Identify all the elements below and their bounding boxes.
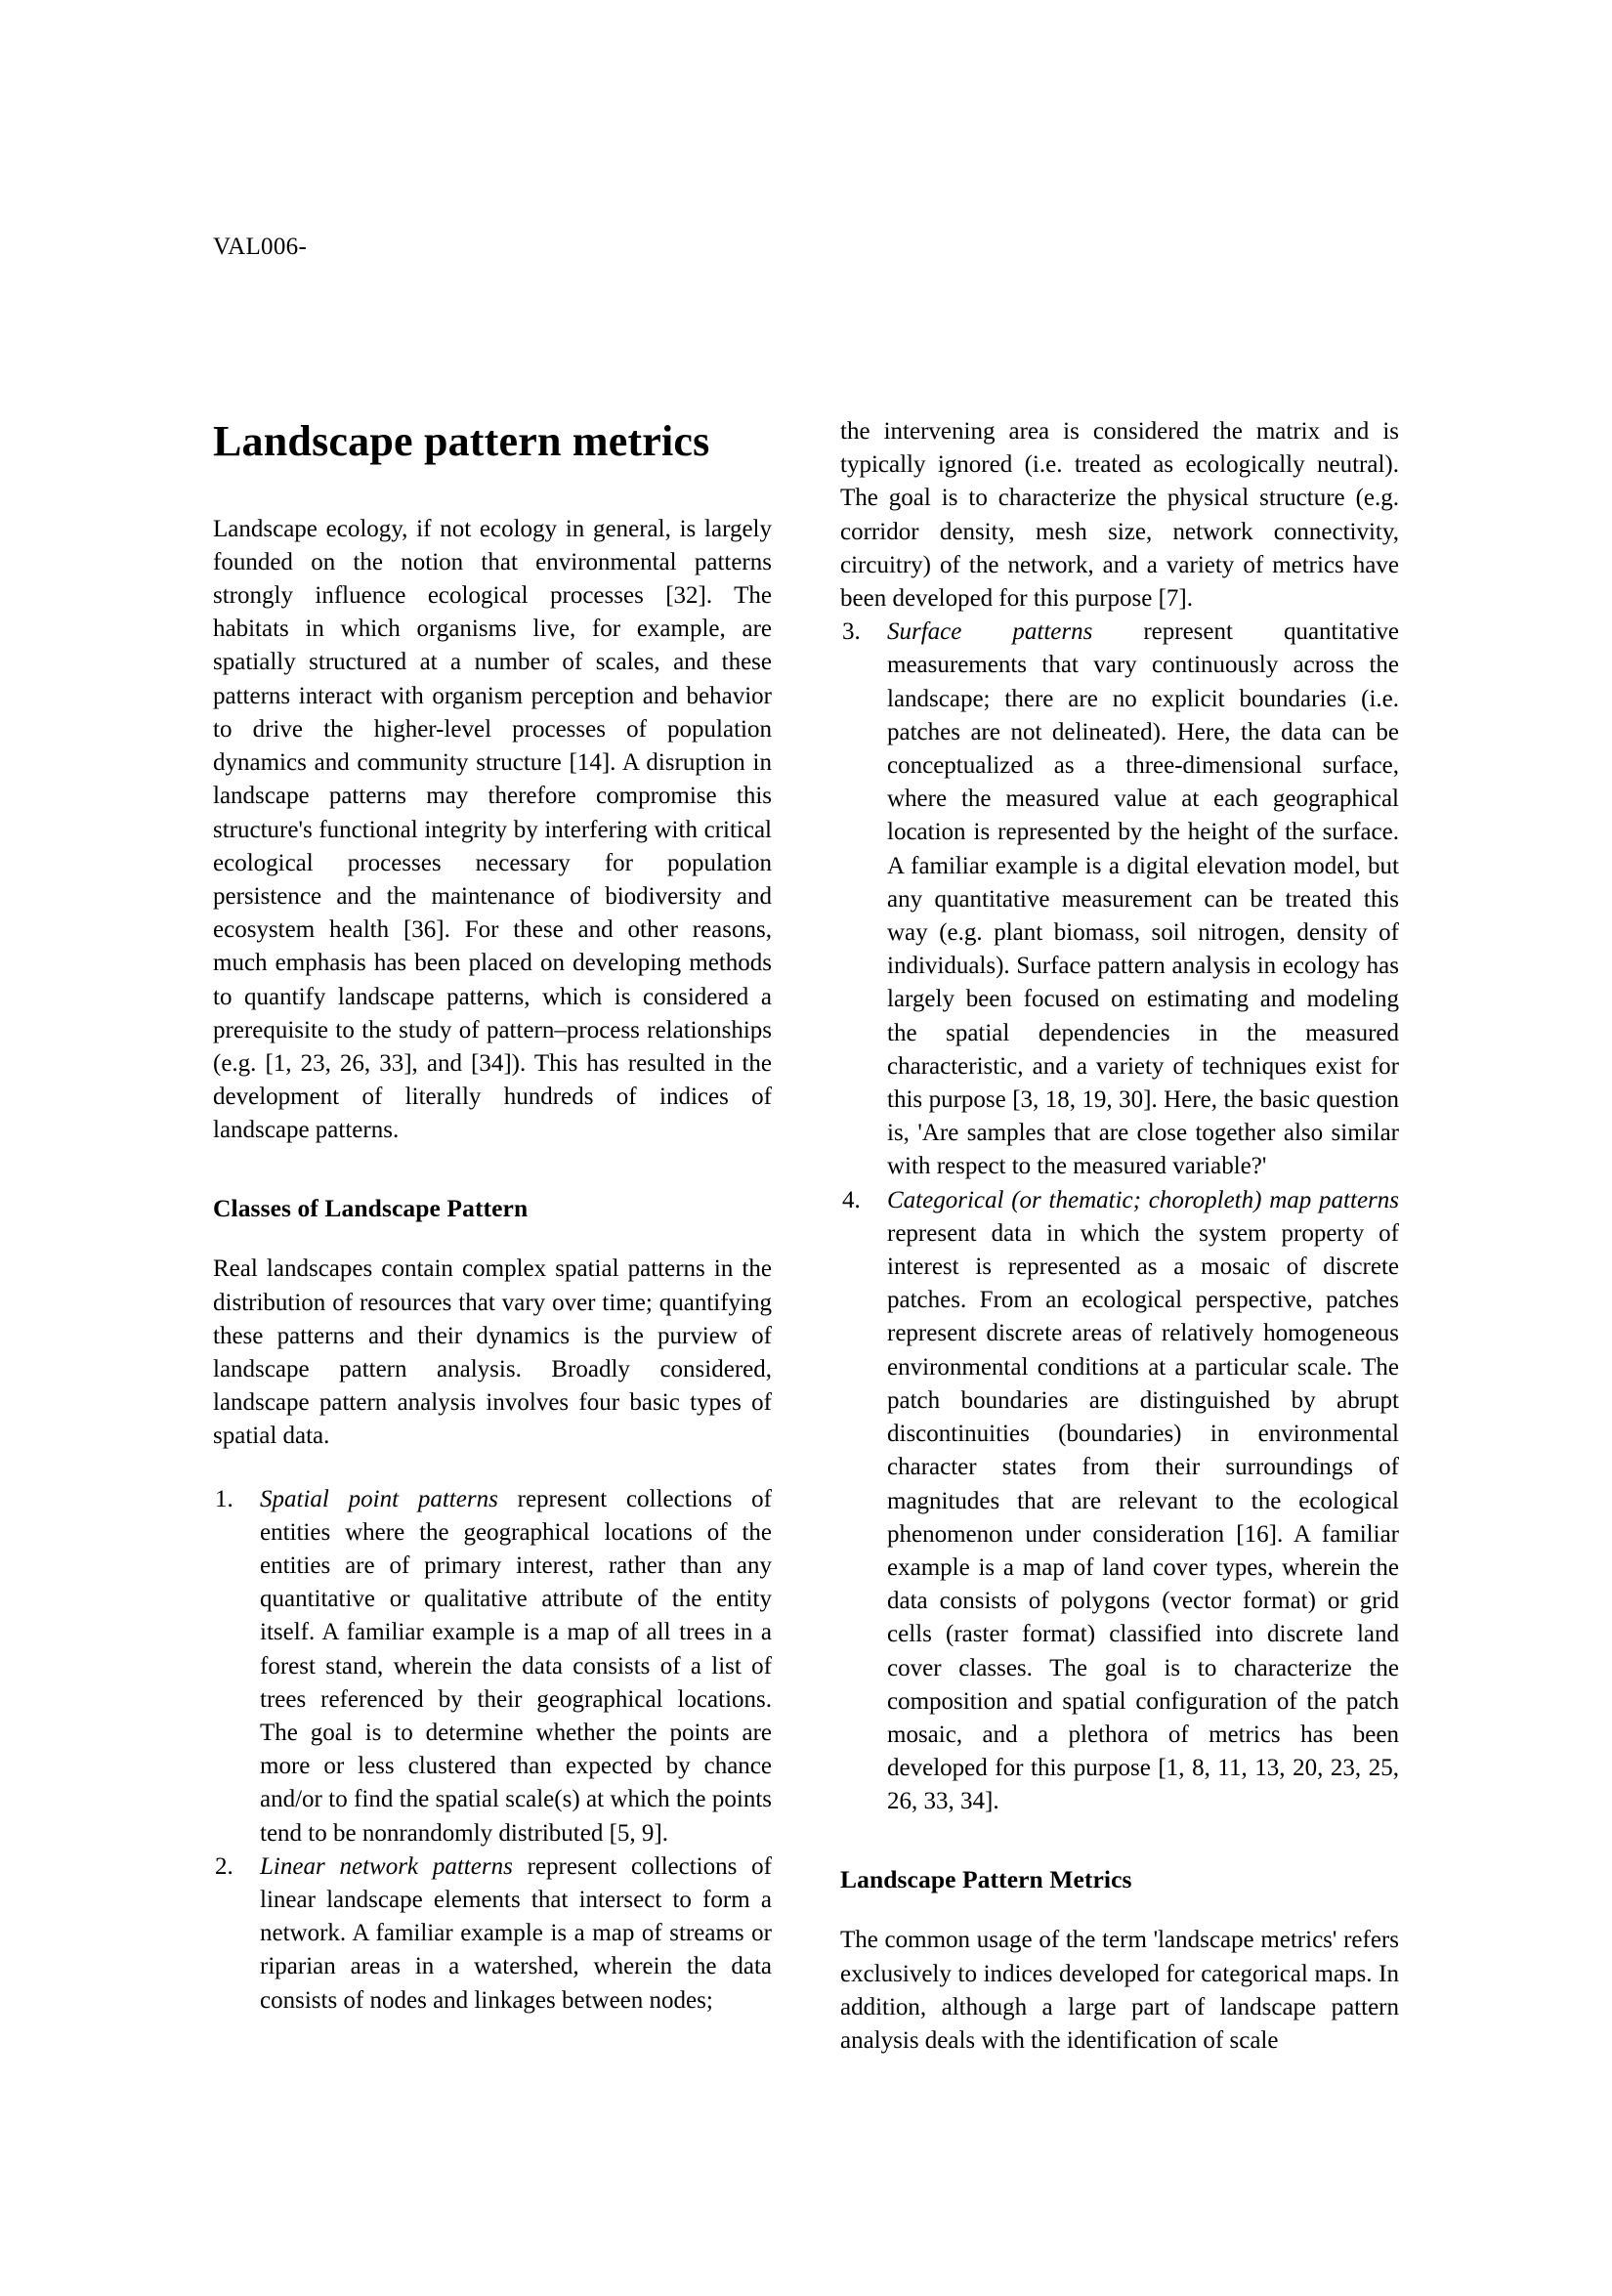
right-column	[840, 415, 1399, 2058]
two-column-body	[213, 415, 1400, 2058]
spatial-data-types-list-continued	[840, 616, 1399, 1818]
final-paragraph: The common usage of the term 'landscape metrics' refers exclusively to indices developed for categorical maps. In addition, although a large part of landscape pattern analysis deals with the identification of scale	[840, 1927, 1399, 2055]
list-item-lead: Categorical (or thematic; choropleth) map patterns	[887, 1186, 1399, 1213]
list-item	[840, 616, 1399, 1183]
paragraph-classes-intro: Real landscapes contain complex spatial patterns in the distribution of resources that vary over time; quantifying these patterns and their dynamics is the purview of landscape pattern analysis. Broadly considered, landscape pattern analysis involves four basic types of spatial data.	[213, 1255, 772, 1450]
list-item	[840, 1184, 1399, 1819]
list-item-number: 3.	[842, 618, 861, 646]
spatial-data-types-list	[213, 1483, 772, 2018]
list-item-number: 1.	[215, 1485, 233, 1512]
page-title: Landscape pattern metrics	[213, 417, 710, 465]
list-item-number: 4.	[842, 1186, 861, 1213]
list-item	[213, 1850, 772, 2018]
list-item-body: represent collections of entities where the geographical locations of the entities are of primary interest, rather than any quantitative or qualitative attribute of the entity itself. A familiar example is a map of all trees in a forest stand, wherein the data consists of a list of trees referenced by their geographical locations. The goal is to determine whether the points are more or less clustered than expected by chance and/or to find the spatial scale(s) at which the points tend to be nonrandomly distributed [5, 9].	[260, 1485, 772, 1847]
section-heading-metrics: Landscape Pattern Metrics	[840, 1864, 1132, 1893]
continuation-paragraph: the intervening area is considered the matrix and is typically ignored (i.e. treated as ecologically neutral). The goal is to characterize the physical structure (e.g. corridor density, mesh size, network connectivity, circuitry) of the network, and a variety of metrics have been developed for this purpose [7].	[840, 418, 1399, 613]
left-column	[213, 415, 772, 2058]
list-item	[213, 1483, 772, 1850]
intro-paragraph: Landscape ecology, if not ecology in general, is largely founded on the notion that environmental patterns strongly influence ecological processes [32]. The habitats in which organisms live, for example, are spatially structured at a number of scales, and these patterns interact with organism perception and behavior to drive the higher-level processes of population dynamics and community structure [14]. A disruption in landscape patterns may therefore compromise this structure's functional integrity by interfering with critical ecological processes necessary for population persistence and the maintenance of biodiversity and ecosystem health [36]. For these and other reasons, much emphasis has been placed on developing methods to quantify landscape patterns, which is considered a prerequisite to the study of pattern–process relationships (e.g. [1, 23, 26, 33], and [34]). This has resulted in the development of literally hundreds of indices of landscape patterns.	[213, 515, 772, 1144]
list-item-body: represent quantitative measurements that vary continuously across the landscape; there are no explicit boundaries (i.e. patches are not delineated). Here, the data can be conceptualized as a three-dimensional surface, where the measured value at each geographical location is represented by the height of the surface. A familiar example is a digital elevation model, but any quantitative measurement can be treated this way (e.g. plant biomass, soil nitrogen, density of individuals). Surface pattern analysis in ecology has largely been focused on estimating and modeling the spatial dependencies in the measured characteristic, and a variety of techniques exist for this purpose [3, 18, 19, 30]. Here, the basic question is, 'Are samples that are close together also similar with respect to the measured variable?'	[887, 618, 1399, 1180]
list-item-body: represent collections of linear landscape elements that intersect to form a network. A familiar example is a map of streams or riparian areas in a watershed, wherein the data consists of nodes and linkages between nodes;	[260, 1852, 772, 2014]
list-item-lead: Surface patterns	[887, 618, 1093, 646]
list-item-lead: Linear network patterns	[260, 1852, 513, 1880]
list-item-number: 2.	[215, 1852, 233, 1880]
list-item-body: represent data in which the system property of interest is represented as a mosaic of discrete patches. From an ecological perspective, patches represent discrete areas of relatively homogeneous environmental conditions at a particular scale. The patch boundaries are distinguished by abrupt discontinuities (boundaries) in environmental character states from their surroundings of magnitudes that are relevant to the ecological phenomenon under consideration [16]. A familiar example is a map of land cover types, wherein the data consists of polygons (vector format) or grid cells (raster format) classified into discrete land cover classes. The goal is to characterize the composition and spatial configuration of the patch mosaic, and a plethora of metrics has been developed for this purpose [1, 8, 11, 13, 20, 23, 25, 26, 33, 34].	[887, 1219, 1399, 1815]
list-item-lead: Spatial point patterns	[260, 1485, 498, 1512]
running-head: VAL006-	[213, 234, 308, 260]
section-heading-classes: Classes of Landscape Pattern	[213, 1193, 529, 1222]
